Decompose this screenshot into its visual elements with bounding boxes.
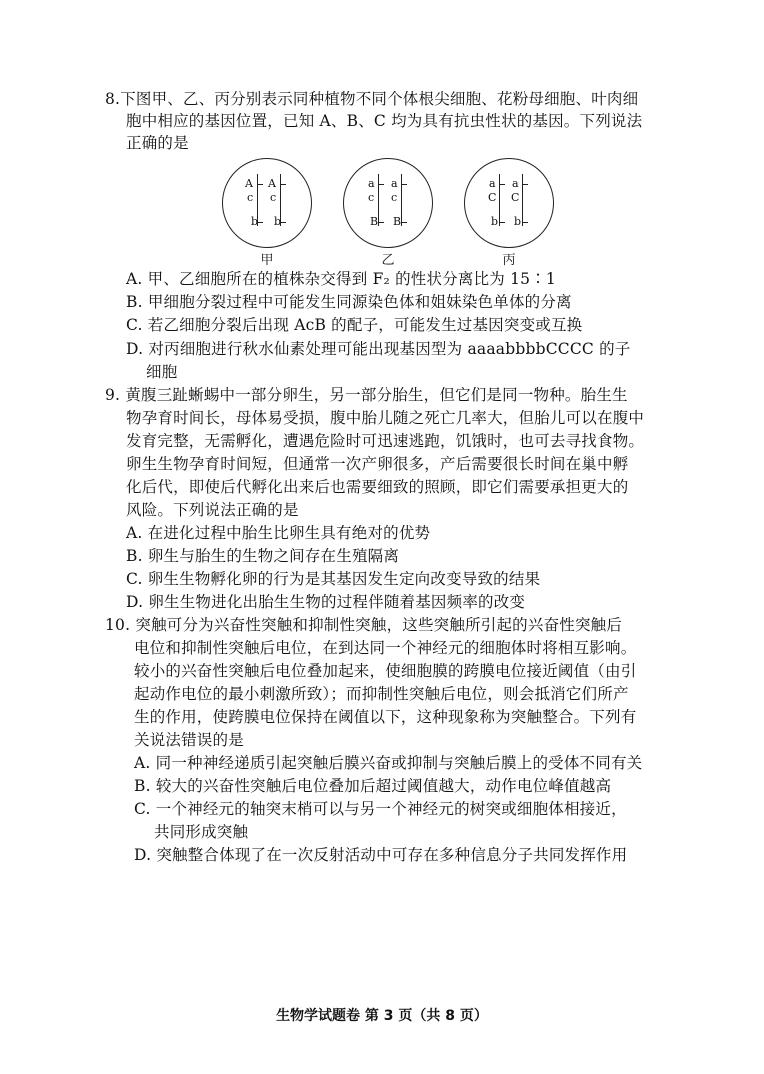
- q9-option-d: D. 卵生生物进化出胎生生物的过程伴随着基因频率的改变: [126, 593, 526, 611]
- q8-stem-line-2: 胞中相应的基因位置，已知 A、B、C 均为具有抗虫性状的基因。下列说法: [126, 112, 643, 130]
- gene-label: B: [370, 215, 379, 228]
- q8-option-b: B. 甲细胞分裂过程中可能发生同源染色体和姐妹染色单体的分离: [126, 293, 572, 311]
- chromosome: [378, 174, 379, 226]
- cell-label: 乙: [381, 253, 395, 268]
- locus-mark: [523, 222, 528, 223]
- q10-stem-line-4: 起动作电位的最小刺激所致）；而抑制性突触后电位，则会抵消它们所产: [134, 685, 629, 703]
- chromosome: [401, 174, 402, 226]
- locus-mark: [523, 184, 528, 185]
- locus-mark: [379, 184, 384, 185]
- locus-mark: [281, 222, 286, 223]
- page-footer: 生物学试题卷 第 3 页（共 8 页）: [276, 1008, 488, 1024]
- gene-label: C: [511, 191, 520, 204]
- q10-option-b: B. 较大的兴奋性突触后电位叠加后超过阈值越大，动作电位峰值越高: [134, 777, 612, 795]
- q10-stem-line-2: 电位和抑制性突触后电位，在到达同一个神经元的细胞体时将相互影响。: [134, 639, 637, 657]
- locus-mark: [500, 222, 505, 223]
- gene-label: C: [488, 191, 497, 204]
- q8-option-d-cont: 细胞: [146, 363, 178, 381]
- locus-mark: [258, 184, 263, 185]
- gene-label: b: [491, 215, 499, 228]
- q8-option-a: A. 甲、乙细胞所在的植株杂交得到 F₂ 的性状分离比为 15∶1: [126, 270, 556, 288]
- gene-label: B: [393, 215, 402, 228]
- q10-option-c-cont: 共同形成突触: [154, 823, 249, 841]
- q9-stem-line-4: 卵生生物孕育时间短，但通常一次产卵很多，产后需要很长时间在巢中孵: [126, 455, 629, 473]
- q8-option-c: C. 若乙细胞分裂后出现 AcB 的配子，可能发生过基因突变或互换: [126, 316, 583, 334]
- q10-stem-line-6: 关说法错误的是: [134, 731, 244, 749]
- cell-yi: [343, 150, 433, 272]
- q9-stem-line-6: 风险。下列说法正确的是: [126, 501, 299, 519]
- cell-bing: [464, 150, 554, 272]
- q9-option-a: A. 在进化过程中胎生比卵生具有绝对的优势: [126, 524, 431, 542]
- gene-label: b: [251, 215, 259, 228]
- cell-jia-circle: [222, 158, 312, 248]
- locus-mark: [281, 184, 286, 185]
- gene-label: c: [270, 191, 277, 204]
- cell-bing-circle: [464, 158, 554, 248]
- gene-label: a: [489, 177, 496, 190]
- locus-mark: [258, 222, 263, 223]
- gene-label: a: [391, 177, 398, 190]
- q9-stem-line-3: 发育完整，无需孵化，遭遇危险时可迅速逃跑，饥饿时，也可去寻找食物。: [126, 432, 645, 450]
- q9-option-b: B. 卵生与胎生的生物之间存在生殖隔离: [126, 547, 400, 565]
- q9-option-c: C. 卵生生物孵化卵的行为是其基因发生定向改变导致的结果: [126, 570, 541, 588]
- q10-stem-line-5: 生的作用，使跨膜电位保持在阈值以下，这种现象称为突触整合。下列有: [134, 708, 637, 726]
- cell-label: 丙: [502, 253, 516, 268]
- cell-jia: [222, 150, 312, 272]
- chromosome: [499, 174, 500, 226]
- locus-mark: [500, 184, 505, 185]
- q8-stem-line-1: 8.下图甲、乙、丙分别表示同种植物不同个体根尖细胞、花粉母细胞、叶肉细: [105, 90, 639, 108]
- cell-label: 甲: [260, 253, 274, 268]
- gene-position-figure: [222, 150, 567, 272]
- gene-label: a: [512, 177, 519, 190]
- locus-mark: [402, 222, 407, 223]
- gene-label: c: [368, 191, 375, 204]
- gene-label: A: [268, 177, 276, 190]
- q9-stem-line-5: 化后代，即使后代孵化出来后也需要细致的照顾，即它们需要承担更大的: [126, 478, 629, 496]
- q10-option-a: A. 同一种神经递质引起突触后膜兴奋或抑制与突触后膜上的受体不同有关: [134, 754, 643, 772]
- cell-yi-circle: [343, 158, 433, 248]
- q9-stem-line-1: 9. 黄腹三趾蜥蜴中一部分卵生，另一部分胎生，但它们是同一物种。胎生生: [105, 386, 628, 404]
- q9-stem-line-2: 物孕育时间长，母体易受损，腹中胎儿随之死亡几率大，但胎儿可以在腹中: [126, 409, 645, 427]
- gene-label: a: [368, 177, 375, 190]
- locus-mark: [402, 184, 407, 185]
- q10-option-d: D. 突触整合体现了在一次反射活动中可存在多种信息分子共同发挥作用: [134, 846, 628, 864]
- q10-stem-line-1: 10. 突触可分为兴奋性突触和抑制性突触，这些突触所引起的兴奋性突触后: [105, 616, 623, 634]
- q10-stem-line-3: 较小的兴奋性突触后电位叠加起来，使细胞膜的跨膜电位接近阈值（由引: [134, 662, 637, 680]
- q8-option-d: D. 对丙细胞进行秋水仙素处理可能出现基因型为 aaaabbbbCCCC 的子: [126, 340, 631, 358]
- gene-label: c: [247, 191, 254, 204]
- locus-mark: [379, 222, 384, 223]
- gene-label: c: [391, 191, 398, 204]
- q8-stem-line-3: 正确的是: [126, 134, 189, 152]
- chromosome: [522, 174, 523, 226]
- q10-option-c: C. 一个神经元的轴突末梢可以与另一个神经元的树突或细胞体相接近，: [134, 800, 627, 818]
- gene-label: b: [514, 215, 522, 228]
- gene-label: A: [245, 177, 253, 190]
- gene-label: b: [274, 215, 282, 228]
